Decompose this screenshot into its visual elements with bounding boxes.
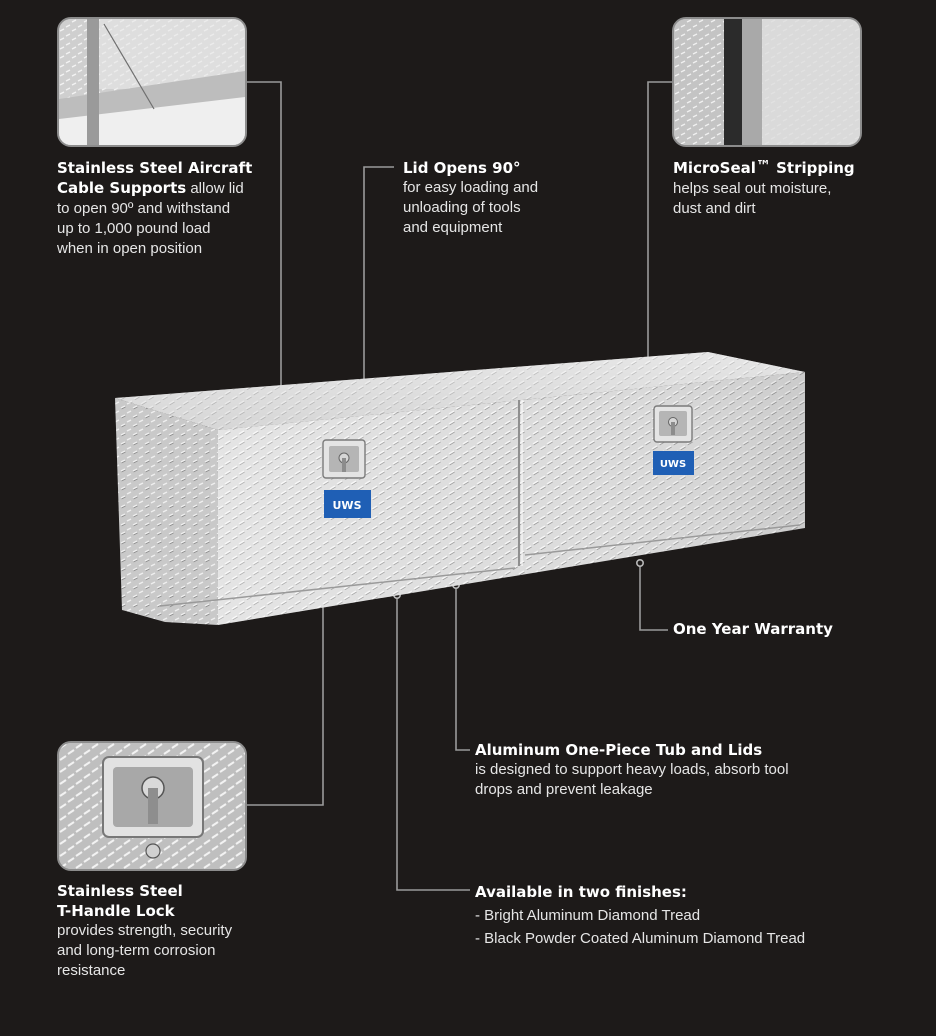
- callout-heading: T-Handle Lock: [57, 902, 175, 920]
- badge-text-left: UWS: [332, 499, 362, 512]
- t-handle-lock-icon: [654, 406, 692, 442]
- callout-body: and long-term corrosion: [57, 942, 216, 959]
- callout-heading: One Year Warranty: [673, 620, 833, 638]
- callout-warranty: [673, 619, 893, 639]
- callout-body: drops and prevent leakage: [475, 781, 653, 798]
- callout-body: allow lid: [186, 180, 244, 197]
- badge-text-right: UWS: [659, 459, 687, 470]
- callout-body: resistance: [57, 962, 126, 979]
- callout-cable-supports: [57, 158, 287, 259]
- microseal-thumbnail: [672, 17, 862, 147]
- callout-heading: Available in two finishes:: [475, 883, 687, 901]
- callout-heading: Stainless Steel Aircraft: [57, 159, 253, 177]
- finish-option: - Bright Aluminum Diamond Tread: [475, 907, 701, 924]
- callout-lid-opens: [403, 158, 603, 238]
- t-handle-lock-icon: [323, 440, 365, 478]
- t-handle-lock-thumbnail: [57, 741, 247, 871]
- callout-body: helps seal out moisture,: [673, 180, 832, 197]
- callout-body: and equipment: [403, 219, 503, 236]
- finish-option: - Black Powder Coated Aluminum Diamond Tread: [475, 930, 806, 947]
- uws-logo-badge: [324, 490, 371, 518]
- callout-body: provides strength, security: [57, 922, 233, 939]
- cable-supports-thumbnail: [57, 17, 247, 147]
- callout-finishes: [475, 881, 895, 950]
- callout-heading: Cable Supports: [57, 179, 187, 197]
- callout-body: when in open position: [57, 240, 203, 257]
- callout-body: for easy loading and: [403, 179, 539, 196]
- callout-microseal: [673, 158, 893, 219]
- callout-heading: MicroSeal: [673, 159, 756, 177]
- callout-tub-lids: [475, 740, 895, 800]
- callout-body: to open 90º and withstand: [57, 200, 231, 217]
- box-end-panel: [115, 398, 218, 625]
- callout-heading: Stainless Steel: [57, 882, 183, 900]
- callout-body: up to 1,000 pound load: [57, 220, 211, 237]
- callout-heading: Stripping: [770, 159, 855, 177]
- trademark-symbol: ™: [755, 157, 771, 175]
- callout-heading: Lid Opens 90°: [403, 159, 521, 177]
- uws-logo-badge: [653, 451, 694, 475]
- callout-body: dust and dirt: [673, 200, 756, 217]
- callout-heading: Aluminum One-Piece Tub and Lids: [475, 741, 763, 759]
- callout-body: is designed to support heavy loads, absorb tool: [475, 761, 789, 778]
- callout-body: unloading of tools: [403, 199, 521, 216]
- callout-t-handle-lock: [57, 881, 287, 981]
